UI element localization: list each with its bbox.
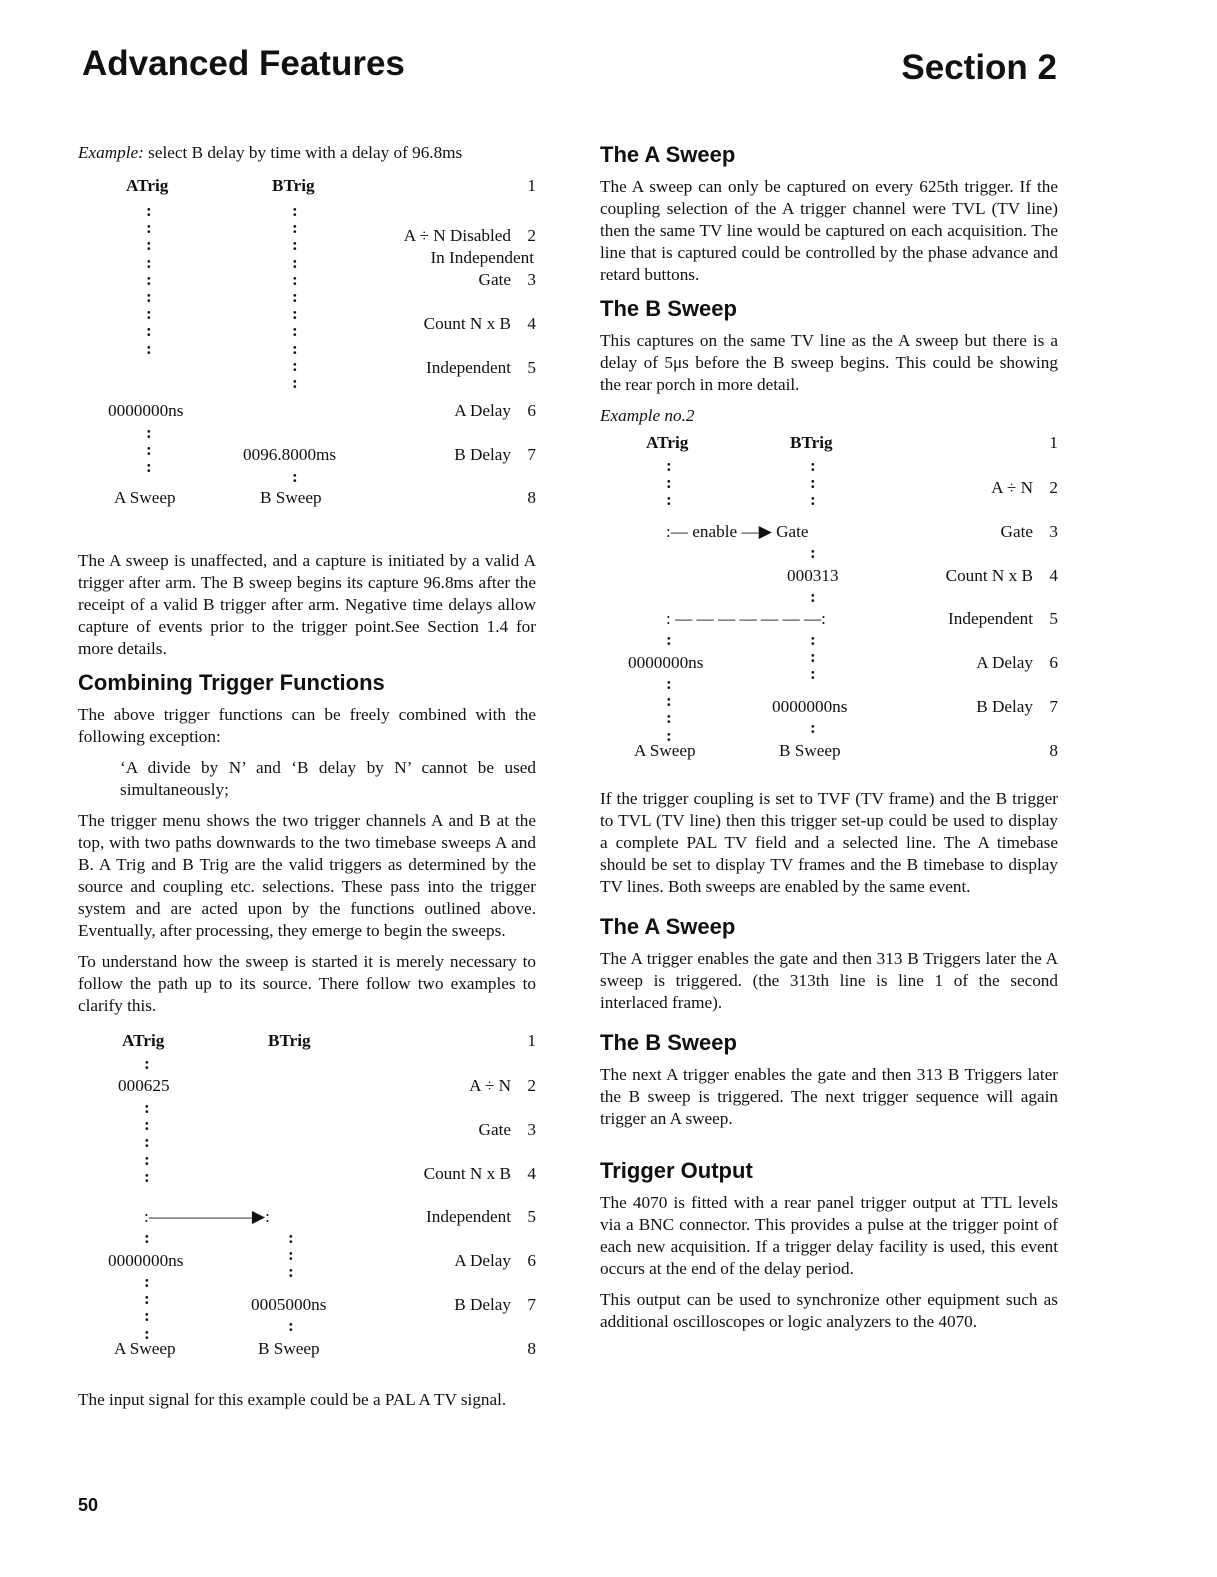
b-delay-value: 0096.8000ms <box>243 445 337 464</box>
b-delay-value: 0000000ns <box>772 697 848 716</box>
paragraph: The next A trigger enables the gate and then 313 B Triggers later the B sweep is triggered. The next trigger sequence will again trigger an A sweep. <box>600 1065 1058 1128</box>
path-a-dots: : : : <box>146 423 152 477</box>
a-delay-value: 0000000ns <box>628 653 704 672</box>
a-sweep-label: A Sweep <box>634 741 696 760</box>
step-number: 2 <box>527 1076 536 1095</box>
paragraph: This captures on the same TV line as the A sweep but there is a delay of 5μs before the B sweep begins. This could be showing the rear porch in more detail. <box>600 331 1058 394</box>
row-label: Count N x B <box>945 566 1033 585</box>
step-number: 6 <box>527 1251 536 1270</box>
path-b-dots: : <box>810 587 816 606</box>
btrig-label: BTrig <box>272 176 315 195</box>
example-1-caption <box>78 142 536 164</box>
count-value: 000625 <box>118 1076 170 1095</box>
step-number: 3 <box>527 1120 536 1139</box>
paragraph: The A sweep can only be captured on every 625th trigger. If the coupling selection of the A trigger channel were TVL (TV line) then the same TV line would be captured on each acquisition. The line that is captured could be controlled by the phase advance and retard buttons. <box>600 177 1058 284</box>
row-label: A Delay <box>454 401 511 420</box>
step-number: 4 <box>1049 566 1058 585</box>
page-number: 50 <box>78 1495 99 1515</box>
path-a-dots: : <box>144 1228 150 1247</box>
path-a-dots: : <box>144 1054 150 1073</box>
trigger-diagram-1 <box>78 170 536 550</box>
paragraph: The input signal for this example could be a PAL A TV signal. <box>78 1390 507 1409</box>
atrig-label: ATrig <box>646 433 689 452</box>
row-label: A ÷ N <box>991 478 1033 497</box>
row-label: A ÷ N Disabled <box>403 226 511 245</box>
a-delay-value: 0000000ns <box>108 1251 184 1270</box>
path-b-dots: : <box>292 467 298 486</box>
step-number: 8 <box>527 1339 536 1358</box>
a-sweep-label: A Sweep <box>114 1339 176 1358</box>
b-sweep-label: B Sweep <box>260 488 322 507</box>
path-b-dots: : : : : : : : : : : : <box>292 201 298 393</box>
step-number: 7 <box>527 445 536 464</box>
b-sweep-label: B Sweep <box>779 741 841 760</box>
quote: ‘A divide by N’ and ‘B delay by N’ cannot be used simultaneously; <box>120 758 536 799</box>
path-b-dots: : : : <box>810 630 816 684</box>
paragraph: To understand how the sweep is started it is merely necessary to follow the path up to its source. There follow two examples to clarify this. <box>78 952 536 1015</box>
row-label: Count N x B <box>423 314 511 333</box>
row-label: Count N x B <box>423 1164 511 1183</box>
path-a-dots: : : : : : <box>144 1098 150 1186</box>
heading-a-sweep-2: The A Sweep <box>600 914 736 939</box>
path-b-dots: : <box>810 543 816 562</box>
dashed-path: : — — — — — — —: <box>666 609 826 628</box>
heading-trigger-output: Trigger Output <box>600 1158 753 1183</box>
trigger-diagram-2 <box>78 1031 536 1389</box>
step-number: 2 <box>1049 478 1058 497</box>
example-label: Example: <box>78 143 144 162</box>
paragraph: The trigger menu shows the two trigger channels A and B at the top, with two paths downwards to the two timebase sweeps A and B. A Trig and B Trig are the valid triggers as determined by the source and coupling etc. selections. These pass into the trigger system and are acted upon by the functions outlined above. Eventually, after processing, they emerge to begin the sweeps. <box>78 811 536 940</box>
paragraph: This output can be used to synchronize other equipment such as additional oscilloscopes or logic analyzers to the 4070. <box>600 1290 1058 1331</box>
step-number: 3 <box>527 270 536 289</box>
path-b-dots: : <box>288 1316 294 1335</box>
paragraph: The 4070 is fitted with a rear panel trigger output at TTL levels via a BNC connector. This provides a pulse at the trigger point of each new acquisition. If a trigger delay facility is used, this event occurs at the end of the delay period. <box>600 1193 1058 1278</box>
right-column <box>600 142 1058 1342</box>
paragraph: The A sweep is unaffected, and a capture is initiated by a valid A trigger after arm. The B sweep begins its capture 96.8ms after the receipt of a valid B trigger after arm. Negative time delays allow capture of events prior to the trigger point.See Section 1.4 for more details. <box>78 551 536 658</box>
row-label: A Delay <box>976 653 1033 672</box>
example-text: select B delay by time with a delay of 96.8ms <box>143 143 463 162</box>
step-number: 1 <box>1049 433 1058 452</box>
row-label: B Delay <box>454 1295 511 1314</box>
step-number: 3 <box>1049 522 1058 541</box>
row-label: A Delay <box>454 1251 511 1270</box>
step-number: 5 <box>527 1207 536 1226</box>
heading-b-sweep: The B Sweep <box>600 296 737 321</box>
heading-a-sweep: The A Sweep <box>600 142 736 167</box>
step-number: 8 <box>1049 741 1058 760</box>
count-value: 000313 <box>787 566 839 585</box>
paragraph: If the trigger coupling is set to TVF (TV frame) and the B trigger to TVL (TV line) then this trigger set-up could be used to display a complete PAL TV field and a selected line. The A timebase should be set to display TV frames and the B timebase to display TV lines. Both sweeps are enabled by the same event. <box>600 789 1058 896</box>
b-delay-value: 0005000ns <box>251 1295 327 1314</box>
paragraph: The above trigger functions can be freely combined with the following exception: <box>78 705 536 746</box>
step-number: 2 <box>527 226 536 245</box>
path-b-dots: : : : <box>810 456 816 510</box>
atrig-label: ATrig <box>126 176 169 195</box>
atrig-label: ATrig <box>122 1031 165 1050</box>
a-delay-value: 0000000ns <box>108 401 184 420</box>
left-column <box>78 142 536 1420</box>
row-label: B Delay <box>454 445 511 464</box>
step-number: 5 <box>1049 609 1058 628</box>
row-label: Gate <box>478 270 511 289</box>
row-label: B Delay <box>976 697 1033 716</box>
step-number: 6 <box>1049 653 1058 672</box>
step-number: 1 <box>527 176 536 195</box>
heading-combining: Combining Trigger Functions <box>78 670 385 695</box>
row-label: Gate <box>478 1120 511 1139</box>
step-number: 5 <box>527 358 536 377</box>
example-2-caption: Example no.2 <box>600 406 695 425</box>
heading-b-sweep-2: The B Sweep <box>600 1030 737 1055</box>
path-a-dots: : : : <box>666 456 672 510</box>
path-a-dots: : : : : <box>666 674 672 745</box>
step-number: 6 <box>527 401 536 420</box>
row-label: Independent <box>426 1207 511 1226</box>
btrig-label: BTrig <box>268 1031 311 1050</box>
step-number: 1 <box>527 1031 536 1050</box>
path-b-dots: : <box>810 718 816 737</box>
row-label: Independent <box>948 609 1033 628</box>
path-a-dots: : : : : : : : : : <box>146 201 152 358</box>
step-number: 8 <box>527 488 536 507</box>
row-label: Gate <box>1000 522 1033 541</box>
row-label: A ÷ N <box>469 1076 511 1095</box>
section-title: Section 2 <box>901 48 1057 87</box>
trigger-diagram-3 <box>600 433 1058 788</box>
btrig-label: BTrig <box>790 433 833 452</box>
arrow-path: :——————▶: <box>144 1207 270 1226</box>
page-title: Advanced Features <box>82 44 405 83</box>
row-label: In Independent <box>430 248 534 267</box>
row-label: Independent <box>426 358 511 377</box>
path-a-dots: : <box>666 630 672 649</box>
step-number: 4 <box>527 314 536 333</box>
step-number: 7 <box>527 1295 536 1314</box>
a-sweep-label: A Sweep <box>114 488 176 507</box>
paragraph: The A trigger enables the gate and then 313 B Triggers later the A sweep is triggered. (the 313th line is line 1 of the second interlaced frame). <box>600 949 1058 1012</box>
enable-path: :— enable —▶ Gate <box>666 522 809 541</box>
step-number: 4 <box>527 1164 536 1183</box>
path-b-dots: : : : <box>288 1228 294 1282</box>
step-number: 7 <box>1049 697 1058 716</box>
path-a-dots: : : : : <box>144 1272 150 1343</box>
b-sweep-label: B Sweep <box>258 1339 320 1358</box>
